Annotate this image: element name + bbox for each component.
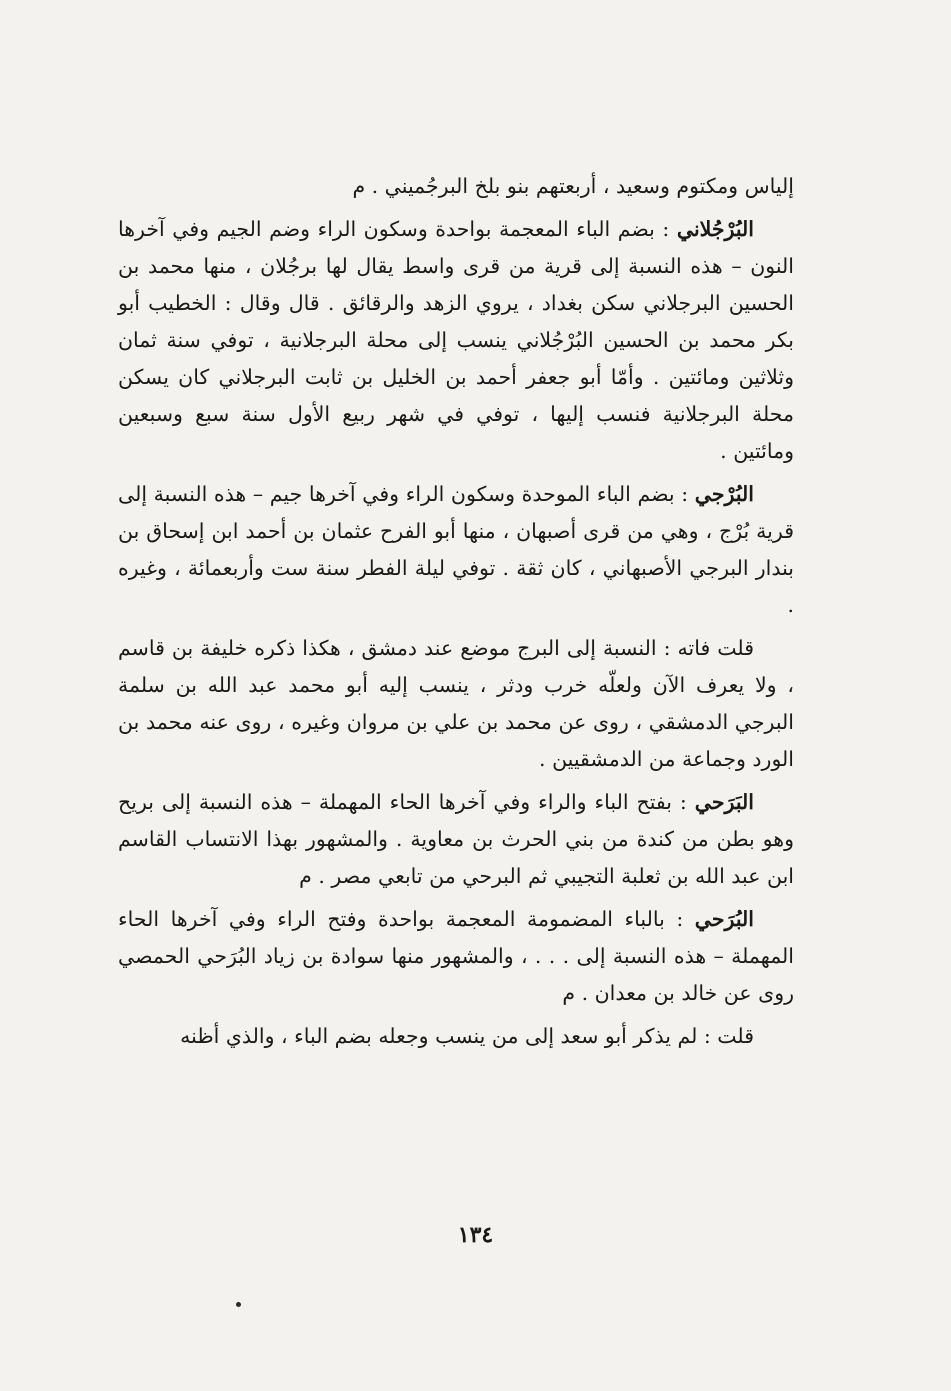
entry-text: : بضم الباء المعجمة بواحدة وسكون الراء وضم الجيم وفي آخرها النون – هذه النسبة إلى قرية من قرى واسط يقال لها برجُلان ، منها محمد بن الحسين البرجلاني سكن بغداد ، يروي الزهد والرقائق . قال وقال : الخطيب أبو بكر محمد بن الحسين البُرْجُلاني ينسب إلى محلة البرجلانية ، توفي سنة ثمان وثلاثين ومائتين . وأمّا أبو جعفر أحمد بن الخليل بن ثابت البرجلاني كان يسكن محلة البرجلانية فنسب إليها ، توفي في شهر ربيع الأول سنة سبع وسبعين ومائتين .: [118, 217, 794, 463]
paragraph-text: قلت فاته : النسبة إلى البرج موضع عند دمشق ، هكذا ذكره خليفة بن قاسم ، ولا يعرف الآن ولعلّه خرب ودثر ، ينسب إليه أبو محمد عبد الله بن سلمة البرجي الدمشقي ، روى عن محمد بن علي بن مروان وغيره ، روى عنه محمد بن الورد وجماعة من الدمشقيين .: [118, 636, 794, 771]
note-final: [118, 1018, 794, 1055]
entry-text: : بضم الباء الموحدة وسكون الراء وفي آخرها جيم – هذه النسبة إلى قرية بُرْج ، وهي من قرى أصبهان ، منها أبو الفرح عثمان بن أحمد ابن إسحاق بن بندار البرجي الأصبهاني ، كان ثقة . توفي ليلة الفطر سنة ست وأربعمائة ، وغيره .: [118, 482, 794, 617]
paragraph-text: إلياس ومكتوم وسعيد ، أربعتهم بنو بلخ البرجُميني . م: [352, 174, 794, 198]
entry-heading: البُرْجي: [694, 482, 754, 506]
entry-text: : بفتح الباء والراء وفي آخرها الحاء المهملة – هذه النسبة إلى بريح وهو بطن من كندة من بني الحرث بن معاوية . والمشهور بهذا الانتساب القاسم ابن عبد الله بن ثعلبة التجيبي ثم البرحي من تابعي مصر . م: [118, 790, 794, 888]
entry-barahi: [118, 784, 794, 895]
entry-heading: البُرَحي: [694, 907, 754, 931]
entry-burji: [118, 476, 794, 624]
page-number: ١٣٤: [457, 1222, 494, 1248]
entry-heading: البَرَحي: [694, 790, 754, 814]
entry-text: : بالباء المضمومة المعجمة بواحدة وفتح الراء وفي آخرها الحاء المهملة – هذه النسبة إلى . . . ، والمشهور منها سوادة بن زياد البُرَحي الحمصي روى عن خالد بن معدان . م: [118, 907, 794, 1005]
note-burj-damascus: [118, 630, 794, 778]
ink-speck: [236, 1302, 241, 1307]
main-text: [118, 168, 794, 1061]
entry-heading: البُرْجُلاني: [676, 217, 754, 241]
entry-burahi: [118, 901, 794, 1012]
entry-burjulani: [118, 211, 794, 470]
paragraph-text: قلت : لم يذكر أبو سعد إلى من ينسب وجعله بضم الباء ، والذي أظنه: [180, 1024, 754, 1048]
paragraph-continuation: [118, 168, 794, 205]
